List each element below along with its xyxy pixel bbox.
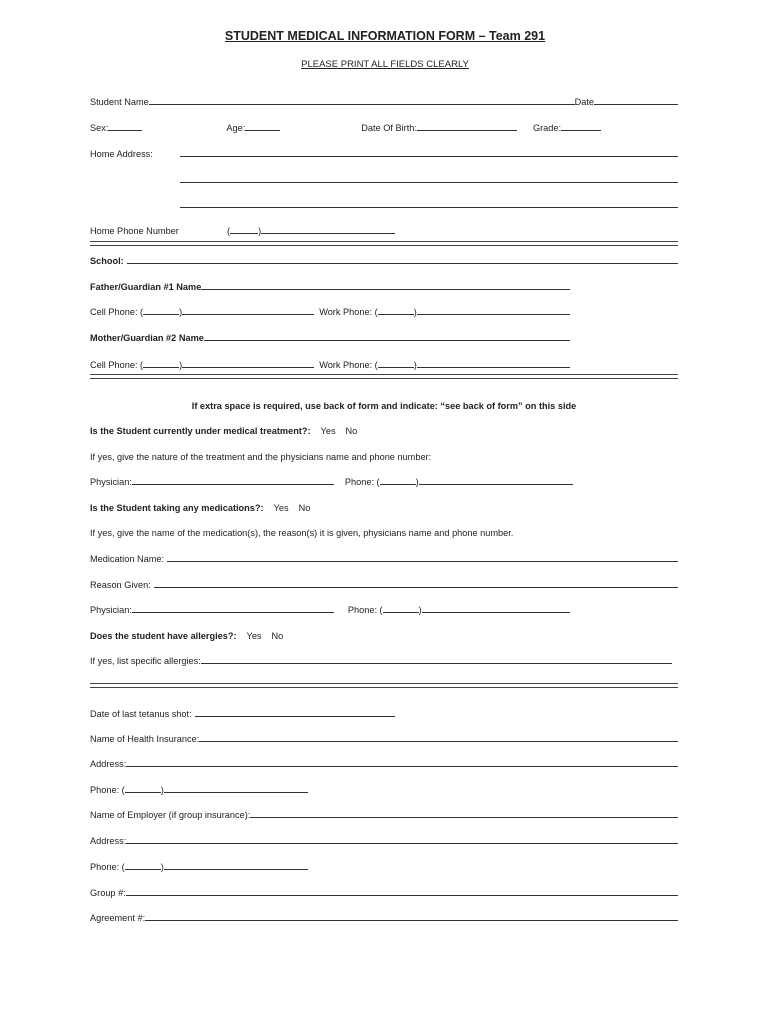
employer-phone-area-field[interactable] (125, 869, 161, 870)
medication-phone-area-field[interactable] (383, 612, 419, 613)
form-subtitle: PLEASE PRINT ALL FIELDS CLEARLY (301, 59, 469, 70)
agreement-field[interactable] (145, 920, 678, 921)
mother-name-field[interactable] (204, 340, 570, 341)
father-cell-field[interactable] (182, 314, 314, 315)
form-title: STUDENT MEDICAL INFORMATION FORM – Team 291 (224, 29, 546, 43)
insurance-address-label: Address: (90, 759, 127, 769)
school-row (90, 252, 678, 266)
employer-address-row (90, 832, 678, 846)
agreement-row (90, 909, 678, 923)
allergies-question: Does the student have allergies?: (90, 631, 237, 641)
treatment-physician-row: Physician: Phone: ( ) (90, 473, 573, 487)
allergies-list-label: If yes, list specific allergies: (90, 656, 201, 666)
mother-cell-field[interactable] (182, 367, 314, 368)
date-label: Date (574, 97, 594, 107)
extra-space-note-row (90, 397, 678, 411)
treatment-physician-field[interactable] (132, 484, 334, 485)
group-row (90, 884, 678, 898)
student-name-field[interactable] (149, 104, 575, 105)
medications-yes-option[interactable]: Yes (273, 503, 289, 513)
tetanus-label: Date of last tetanus shot: (90, 709, 192, 719)
demographics-row (90, 119, 678, 133)
employer-row (90, 806, 678, 820)
home-address-row (90, 145, 678, 159)
age-field[interactable] (245, 130, 280, 131)
extra-space-note: If extra space is required, use back of form and indicate: “see back of form” on this side (191, 401, 577, 411)
tetanus-field[interactable] (195, 716, 395, 717)
reason-label: Reason Given: (90, 580, 151, 590)
allergies-question-row (90, 627, 678, 641)
home-address-row-2 (180, 171, 678, 185)
allergies-list-row (90, 652, 672, 666)
father-work-area-field[interactable] (378, 314, 414, 315)
group-field[interactable] (126, 895, 678, 896)
medications-no-option[interactable]: No (298, 503, 311, 513)
mother-cell-area-field[interactable] (143, 367, 179, 368)
mother-work-area-field[interactable] (378, 367, 414, 368)
treatment-instruction-row (90, 448, 678, 462)
agreement-label: Agreement #: (90, 913, 146, 923)
grade-label: Grade: (532, 123, 562, 133)
home-address-label: Home Address: (90, 149, 153, 159)
medication-physician-field[interactable] (132, 612, 334, 613)
allergies-yes-option[interactable]: Yes (246, 631, 262, 641)
medications-instruction-row (90, 524, 678, 538)
father-work-field[interactable] (417, 314, 570, 315)
medication-physician-label: Physician: (90, 605, 132, 615)
home-address-line-3[interactable] (180, 207, 678, 208)
insurance-field[interactable] (199, 741, 678, 742)
mother-work-label: Work Phone: ( (319, 360, 378, 370)
mother-label: Mother/Guardian #2 Name (90, 333, 204, 343)
home-phone-label: Home Phone Number (90, 226, 179, 236)
father-work-label: Work Phone: ( (319, 307, 378, 317)
mother-row (90, 329, 570, 343)
treatment-no-option[interactable]: No (345, 426, 358, 436)
father-row (90, 278, 570, 292)
school-field[interactable] (127, 263, 678, 264)
medications-question-row (90, 499, 678, 513)
father-cell-label: Cell Phone: ( (90, 307, 144, 317)
group-label: Group #: (90, 888, 126, 898)
physician-label: Physician: (90, 477, 132, 487)
physician-phone-label: Phone: ( (344, 477, 380, 487)
employer-phone-field[interactable] (164, 869, 308, 870)
allergies-list-field[interactable] (201, 663, 672, 664)
insurance-row (90, 730, 678, 744)
tetanus-row (90, 705, 395, 719)
separator-1 (90, 241, 678, 246)
physician-phone-area-field[interactable] (380, 484, 416, 485)
allergies-no-option[interactable]: No (271, 631, 284, 641)
home-address-line-2[interactable] (180, 182, 678, 183)
father-name-field[interactable] (201, 289, 570, 290)
employer-address-label: Address: (90, 836, 127, 846)
medication-name-field[interactable] (167, 561, 678, 562)
home-address-row-3 (180, 196, 678, 210)
home-phone-area-field[interactable] (230, 233, 258, 234)
home-phone-row: Home Phone Number ( ) (90, 222, 678, 236)
treatment-instruction: If yes, give the nature of the treatment and the physicians name and phone number: (90, 452, 432, 462)
father-cell-area-field[interactable] (143, 314, 179, 315)
insurance-phone-label: Phone: ( (90, 785, 125, 795)
medication-physician-row: Physician: Phone: ( ) (90, 601, 570, 615)
insurance-phone-area-field[interactable] (125, 792, 161, 793)
treatment-yes-option[interactable]: Yes (320, 426, 336, 436)
dob-label: Date Of Birth: (361, 123, 417, 133)
mother-phones-row: Cell Phone: ( ) Work Phone: ( ) (90, 356, 570, 370)
insurance-address-row (90, 755, 678, 769)
insurance-address-field[interactable] (126, 766, 678, 767)
student-name-label: Student Name (90, 97, 149, 107)
home-address-line-1[interactable] (180, 156, 678, 157)
medication-phone-field[interactable] (422, 612, 570, 613)
dob-field[interactable] (417, 130, 517, 131)
father-phones-row: Cell Phone: ( ) Work Phone: ( ) (90, 303, 570, 317)
insurance-label: Name of Health Insurance: (90, 734, 200, 744)
medication-name-label: Medication Name: (90, 554, 165, 564)
student-name-row (90, 93, 678, 107)
grade-field[interactable] (561, 130, 601, 131)
sex-label: Sex: (90, 123, 109, 133)
treatment-question-row (90, 422, 678, 436)
insurance-phone-row: Phone: ( ) (90, 781, 308, 795)
employer-label: Name of Employer (if group insurance): (90, 810, 251, 820)
mother-cell-label: Cell Phone: ( (90, 360, 144, 370)
reason-row (90, 576, 678, 590)
employer-field[interactable] (250, 817, 678, 818)
mother-work-field[interactable] (417, 367, 570, 368)
separator-3 (90, 683, 678, 688)
medications-question: Is the Student taking any medications?: (90, 503, 264, 513)
age-label: Age: (226, 123, 246, 133)
medication-name-row (90, 550, 678, 564)
insurance-phone-field[interactable] (164, 792, 308, 793)
treatment-question: Is the Student currently under medical treatment?: (90, 426, 311, 436)
employer-phone-row: Phone: ( ) (90, 858, 308, 872)
sex-field[interactable] (108, 130, 142, 131)
school-label: School: (90, 256, 124, 266)
medication-phone-label: Phone: ( (347, 605, 383, 615)
separator-2 (90, 374, 678, 379)
employer-address-field[interactable] (126, 843, 678, 844)
reason-field[interactable] (154, 587, 678, 588)
father-label: Father/Guardian #1 Name (90, 282, 202, 292)
employer-phone-label: Phone: ( (90, 862, 125, 872)
medications-instruction: If yes, give the name of the medication(s), the reason(s) it is given, physicians name and phone number. (90, 528, 514, 538)
home-phone-number-field[interactable] (261, 233, 395, 234)
date-field[interactable] (594, 104, 678, 105)
physician-phone-field[interactable] (419, 484, 573, 485)
